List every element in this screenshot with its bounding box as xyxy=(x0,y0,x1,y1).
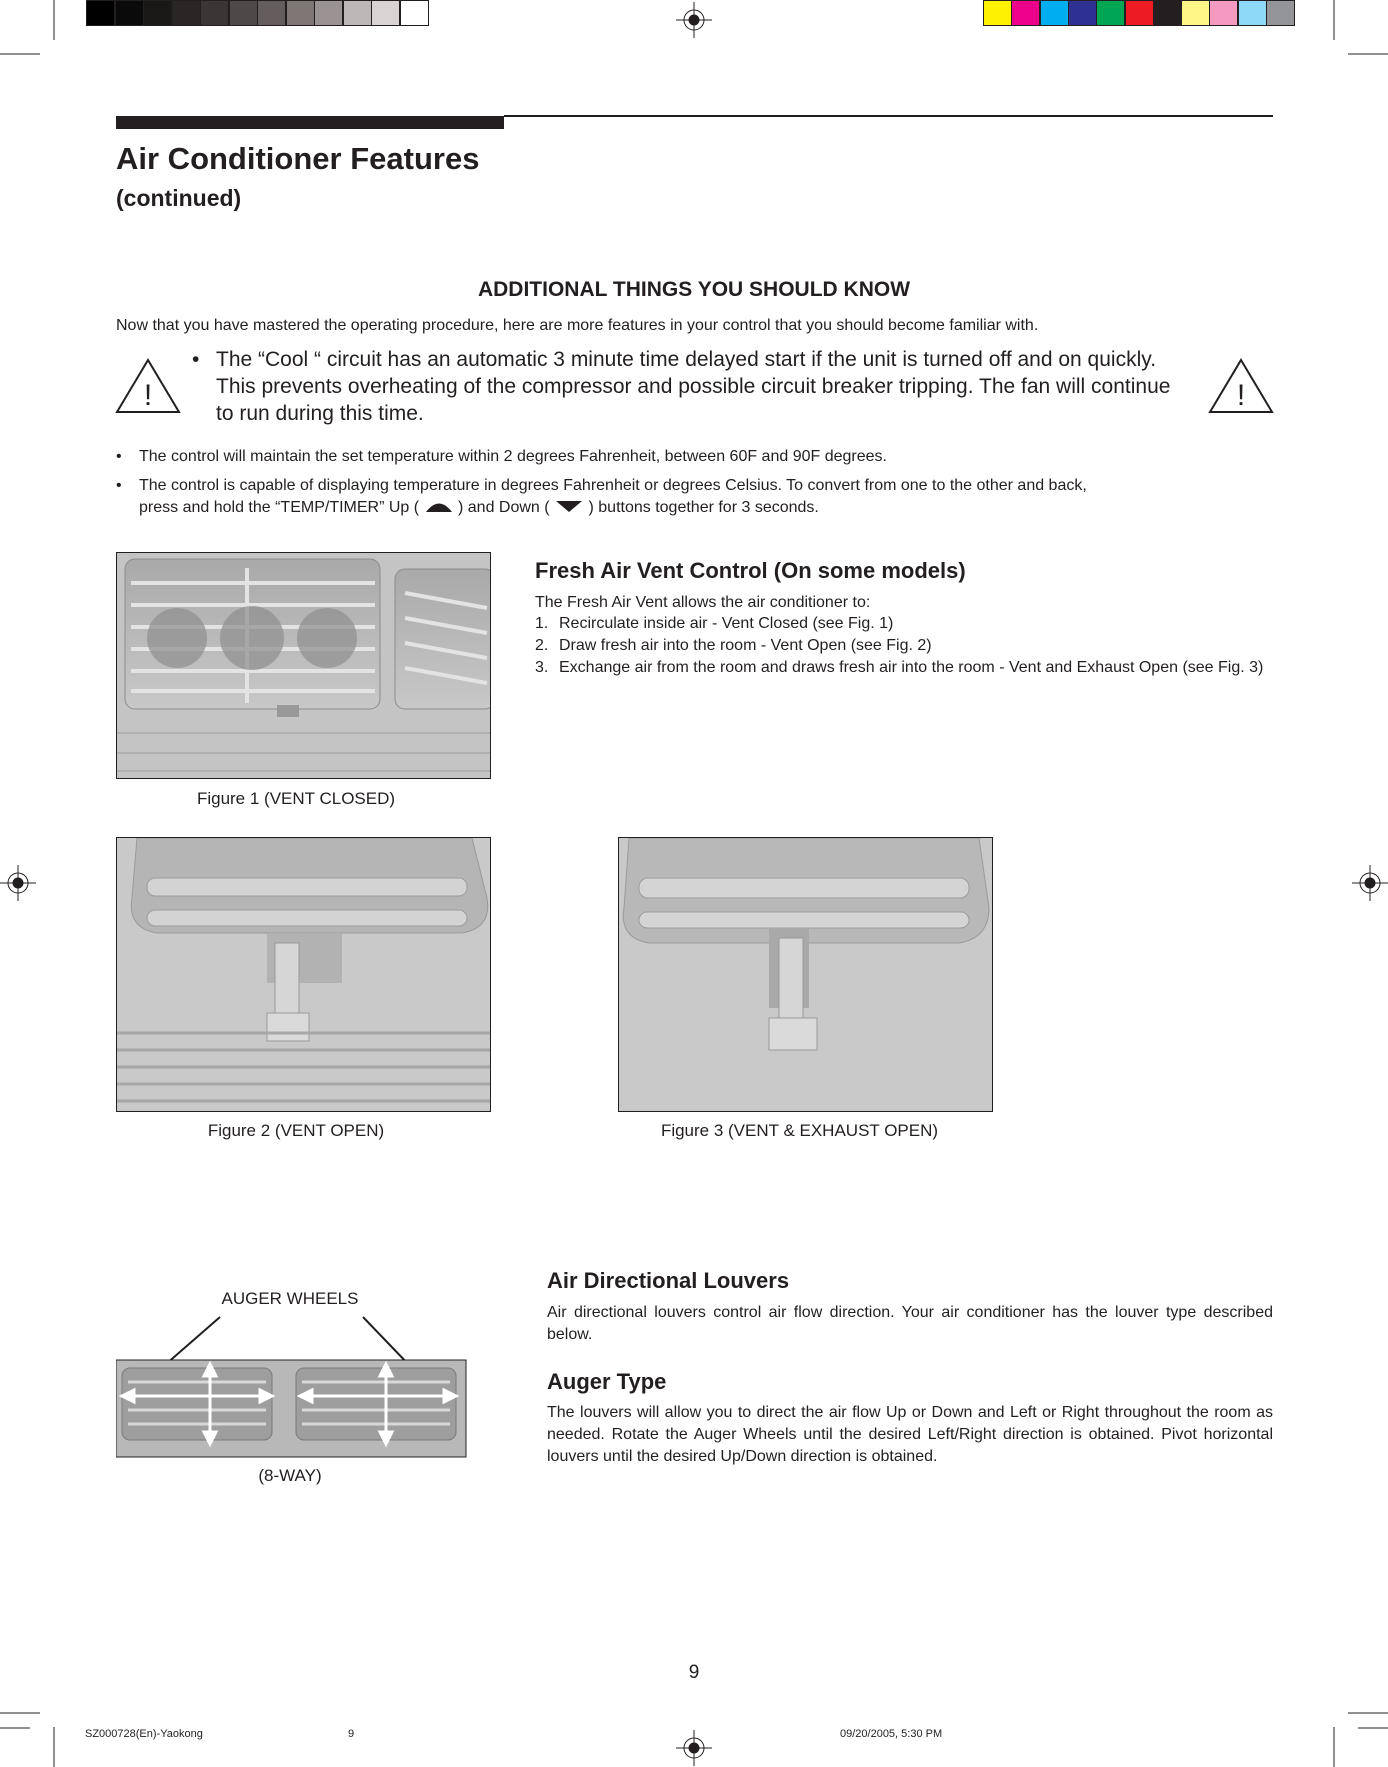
figure-2-caption: Figure 2 (VENT OPEN) xyxy=(207,1121,385,1140)
louvers-heading: Air Directional Louvers xyxy=(547,1268,790,1293)
color-patch xyxy=(1238,0,1267,26)
bullet-text-line2: press and hold the “TEMP/TIMER” Up ( ) and Down ( ) buttons together for 3 seconds. xyxy=(139,499,819,516)
auger-louver-diagram xyxy=(116,1310,468,1458)
color-patch xyxy=(1011,0,1040,26)
footer-page: 9 xyxy=(348,1728,355,1740)
bullet-mark: • xyxy=(116,448,122,465)
eight-way-label: (8-WAY) xyxy=(258,1466,322,1485)
gray-patch xyxy=(400,0,429,26)
header-rule-thin xyxy=(504,115,1273,117)
gray-patch xyxy=(143,0,172,26)
gray-patch xyxy=(229,0,258,26)
gray-patch xyxy=(343,0,372,26)
warning-triangle-icon xyxy=(114,357,182,415)
intro-text: Now that you have mastered the operating procedure, here are more features in your control that you should become familiar with. xyxy=(116,317,1039,334)
warning-text: The “Cool “ circuit has an automatic 3 minute time delayed start if the unit is turned off and on quickly. This prevents overheating of the compressor and possible circuit breaker tripping. The fan will continue to run during this time. xyxy=(216,348,1171,425)
gray-patch xyxy=(172,0,201,26)
color-patch xyxy=(1266,0,1295,26)
page-title: Air Conditioner Features xyxy=(116,141,480,176)
bullet-text: The control is capable of displaying temperature in degrees Fahrenheit or degrees Celsius. To convert from one to the other and back, xyxy=(139,477,1087,494)
page-subtitle: (continued) xyxy=(116,185,242,211)
fresh-air-lead: The Fresh Air Vent allows the air conditioner to: xyxy=(535,594,871,611)
up-arrow-button-icon xyxy=(424,499,454,513)
color-patch xyxy=(1096,0,1125,26)
warning-mark: ! xyxy=(1236,379,1246,412)
figure-3-caption: Figure 3 (VENT & EXHAUST OPEN) xyxy=(660,1121,939,1140)
gray-patch xyxy=(86,0,115,26)
warning-mark: ! xyxy=(143,379,153,412)
figure-3-photo xyxy=(618,837,993,1112)
gray-patch xyxy=(371,0,400,26)
registration-mark-right xyxy=(1352,865,1388,901)
color-patch xyxy=(1040,0,1069,26)
bullet-item xyxy=(116,475,1276,525)
color-patch xyxy=(1181,0,1210,26)
page-number: 9 xyxy=(688,1662,700,1683)
footer-timestamp: 09/20/2005, 5:30 PM xyxy=(840,1728,943,1740)
gray-patch xyxy=(257,0,286,26)
bullet-mark: • xyxy=(116,477,122,494)
bullet-mark: • xyxy=(192,348,200,371)
color-patch xyxy=(1153,0,1182,26)
auger-wheels-label: AUGER WHEELS xyxy=(221,1289,359,1308)
gray-patch xyxy=(200,0,229,26)
gray-patch xyxy=(115,0,144,26)
louvers-text: Air directional louvers control air flow direction. Your air conditioner has the louver type described below. xyxy=(547,1304,1273,1343)
gray-patch xyxy=(314,0,343,26)
color-patch xyxy=(983,0,1012,26)
color-patch xyxy=(1209,0,1238,26)
bullet-text: The control will maintain the set temperature within 2 degrees Fahrenheit, between 60F and 90F degrees. xyxy=(139,448,887,465)
registration-mark-bottom xyxy=(676,1730,712,1766)
figure-1-photo xyxy=(116,552,491,779)
down-arrow-button-icon xyxy=(554,499,584,513)
warning-triangle-icon xyxy=(1207,357,1275,415)
color-patch xyxy=(1068,0,1097,26)
figure-1-caption: Figure 1 (VENT CLOSED) xyxy=(196,789,396,808)
gray-patch xyxy=(286,0,315,26)
footer-file-id: SZ000728(En)-Yaokong xyxy=(85,1728,203,1740)
registration-mark-top xyxy=(676,2,712,38)
figure-2-photo xyxy=(116,837,491,1112)
color-patch xyxy=(1125,0,1154,26)
registration-mark-left xyxy=(0,865,36,901)
auger-type-heading: Auger Type xyxy=(547,1369,667,1394)
fresh-air-heading: Fresh Air Vent Control (On some models) xyxy=(535,558,966,583)
section-heading: ADDITIONAL THINGS YOU SHOULD KNOW xyxy=(477,278,911,301)
header-rule-thick xyxy=(116,116,504,129)
auger-type-text: The louvers will allow you to direct the air flow Up or Down and Left or Right throughout the room as needed. Rotate the Auger Wheels until the desired Left/Right direction is obtained. Pivot horizontal louvers until the desired Up/Down direction is obtained. xyxy=(547,1404,1273,1465)
